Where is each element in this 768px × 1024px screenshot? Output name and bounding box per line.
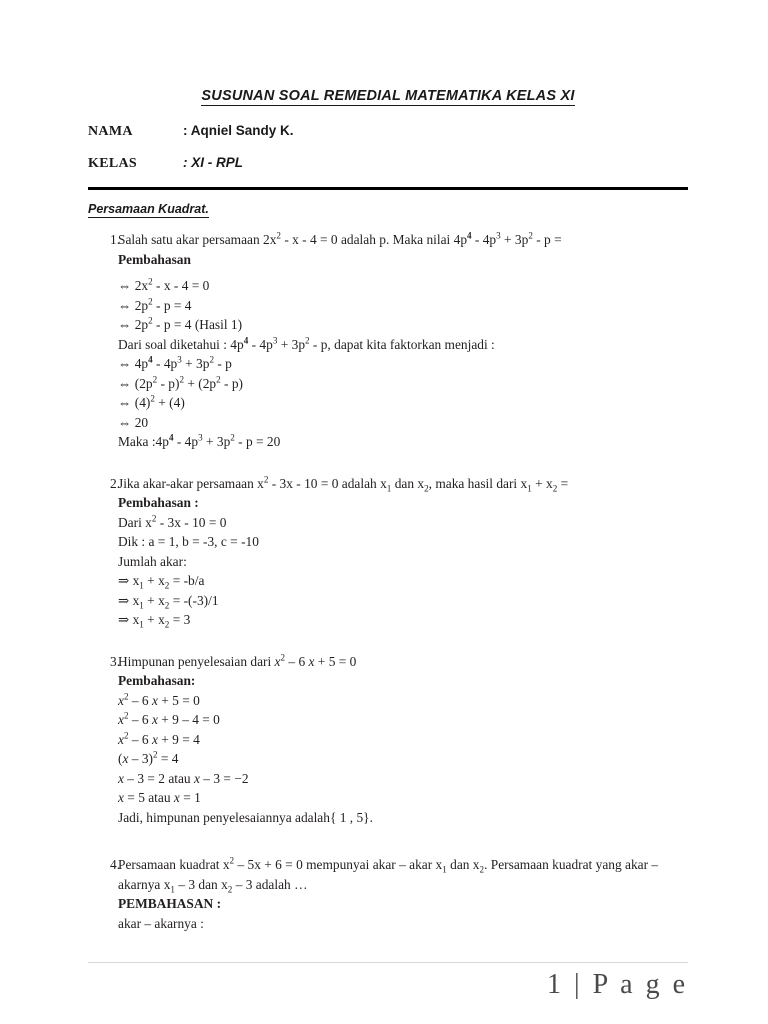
page-footer <box>88 962 688 1001</box>
question-item <box>88 855 688 933</box>
question-number: 1. <box>110 232 121 247</box>
solution-steps <box>118 276 688 452</box>
page-title <box>88 88 688 104</box>
solution-steps <box>118 691 688 828</box>
solution-step: ⇔ $4p^4 - 4p^3 + 3p^2 - p$ <box>118 354 232 371</box>
page-number: 1 | P a g e <box>547 969 688 1000</box>
page-title-text: SUSUNAN SOAL REMEDIAL MATEMATIKA KELAS XI <box>201 88 575 104</box>
solution-steps <box>118 914 688 934</box>
identity-row-kelas <box>88 155 688 172</box>
solution-step: ⇒ $x_1 + x_2 = -(-3)/1$ <box>118 592 219 611</box>
answer-label: Pembahasan <box>118 251 191 267</box>
question-stem: Himpunan penyelesaian dari $x^2 - 6$ x + 5 = 0 <box>118 652 357 669</box>
question-item <box>88 230 688 452</box>
solution-step: ⇔ $2p^2 - p = 4$ <box>118 296 192 313</box>
solution-step: Jadi, himpunan penyelesaiannya adalah{ 1 , 5}. <box>118 809 373 825</box>
solution-steps <box>118 513 688 630</box>
identity-value-kelas: : XI - RPL <box>183 155 243 170</box>
solution-step: Maka $:4p^4 - 4p^3 + 3p^2 - p = 20$ <box>118 432 281 449</box>
identity-row-nama <box>88 123 688 140</box>
solution-step: $x^2 - 6$ x + 5 = 0 <box>118 691 200 708</box>
solution-step: Dari soal diketahui : $4p^4 - 4p^3 + 3p^2 - p$, dapat kita faktorkan menjadi : <box>118 335 495 352</box>
identity-value-nama: : Aqniel Sandy K. <box>183 123 294 138</box>
question-number: 4. <box>110 857 121 872</box>
answer-label: Pembahasan: <box>118 673 196 688</box>
solution-step: ⇔ $2p^2 - p = 4$ (Hasil 1) <box>118 315 243 332</box>
solution-step: ⇔ $(4)^2 + (4)$ <box>118 393 185 410</box>
section-heading <box>88 202 688 216</box>
document-content <box>88 0 688 955</box>
solution-step: ⇒ $x_1 + x_2 = -b/a$ <box>118 573 205 591</box>
answer-label: PEMBAHASAN : <box>118 896 222 911</box>
question-stem: Jika akar-akar persamaan $x^2 - 3x - 10 = 0$ adalah $x_1$ dan $x_2$, maka hasil dari $x_1 + x_2$ = <box>118 474 569 494</box>
identity-label-kelas: KELAS <box>88 156 137 171</box>
section-heading-text: Persamaan Kuadrat. <box>88 202 209 216</box>
question-item <box>88 652 688 828</box>
solution-step: x = 5 atau x = 1 <box>118 790 201 805</box>
solution-step: ⇒ $x_1 + x_2 = 3$ <box>118 612 191 630</box>
question-body <box>118 855 688 933</box>
question-list <box>88 230 688 933</box>
solution-step: (x – 3)$^2$ = 4 <box>118 749 179 766</box>
solution-step: Jumlah akar: <box>118 553 187 569</box>
footer-divider <box>88 962 688 963</box>
solution-step: ⇔ $2x^2 - x - 4 = 0$ <box>118 276 210 293</box>
identity-label-nama: NAMA <box>88 124 133 139</box>
solution-step: Dari $x^2 - 3x - 10 = 0$ <box>118 513 227 530</box>
question-item <box>88 474 688 630</box>
question-number: 2. <box>110 475 121 491</box>
solution-step: Dik : a = 1, b = -3, c = -10 <box>118 534 259 549</box>
header-divider <box>88 187 688 190</box>
solution-step: ⇔ $(2p^2 - p)^2 + (2p^2 - p)$ <box>118 374 244 391</box>
question-body <box>118 230 688 452</box>
question-number: 3. <box>110 653 121 669</box>
identity-block <box>88 123 688 172</box>
question-body <box>118 652 688 828</box>
solution-step: $x^2 - 6$ x + 9 – 4 = 0 <box>118 710 220 727</box>
solution-step: x – 3 = 2 atau x – 3 = −2 <box>118 770 249 786</box>
solution-step: $x^2 - 6$ x + 9 = 4 <box>118 730 200 747</box>
solution-step: akar – akarnya : <box>118 915 204 931</box>
solution-step: ⇔ 20 <box>118 414 149 430</box>
question-stem: Salah satu akar persamaan $2x^2 - x - 4 = 0$ adalah p. Maka nilai $4p^4 - 4p^3 + 3p^2 - p$ = <box>118 230 562 247</box>
answer-label: Pembahasan : <box>118 495 199 510</box>
question-stem: Persamaan kuadrat $x^2 - 5x + 6 = 0$ mempunyai akar – akar $x_1$ dan $x_2$. Persamaan kuadrat yang akar – akarnya $x_1 - 3$ dan $x_2 - 3$ adalah … <box>118 855 659 895</box>
question-body <box>118 474 688 630</box>
